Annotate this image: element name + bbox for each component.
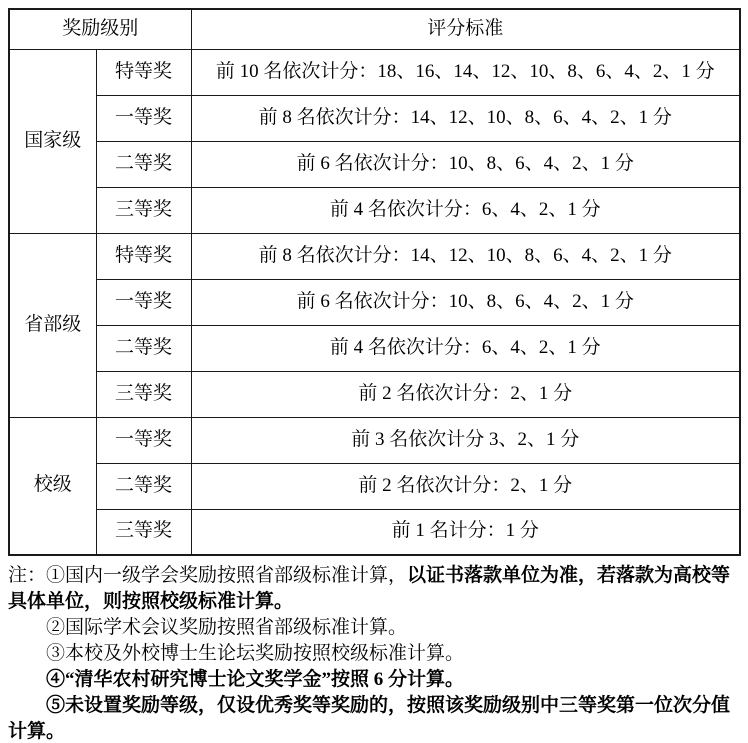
note-2 (8, 615, 740, 641)
note-label: 注： (8, 565, 47, 586)
note-5-marker: ⑤ (46, 695, 66, 716)
level-cell-school: 校级 (9, 417, 96, 555)
sub-level-cell: 特等奖 (96, 233, 191, 279)
level-cell-national: 国家级 (9, 49, 96, 233)
table-row (9, 187, 740, 233)
table-row (9, 325, 740, 371)
standard-cell: 前 2 名依次计分：2、1 分 (191, 463, 740, 509)
sub-level-cell: 二等奖 (96, 141, 191, 187)
table-header-row (9, 9, 740, 49)
sub-level-cell: 二等奖 (96, 463, 191, 509)
note-5-text: 未设置奖励等级，仅设优秀奖等奖励的，按照该奖励级别中三等奖第一位次分值计算。 (8, 695, 731, 742)
header-scoring-standard: 评分标准 (191, 9, 740, 49)
standard-cell: 前 3 名依次计分 3、2、1 分 (191, 417, 740, 463)
note-3 (8, 641, 740, 667)
table-row (9, 233, 740, 279)
level-cell-provincial: 省部级 (9, 233, 96, 417)
sub-level-cell: 一等奖 (96, 279, 191, 325)
sub-level-cell: 一等奖 (96, 95, 191, 141)
sub-level-cell: 三等奖 (96, 187, 191, 233)
note-2-text: 国际学术会议奖励按照省部级标准计算。 (65, 617, 408, 638)
table-row (9, 463, 740, 509)
table-row (9, 141, 740, 187)
notes-section (8, 563, 740, 743)
header-award-level: 奖励级别 (9, 9, 191, 49)
table-row (9, 509, 740, 555)
standard-cell: 前 1 名计分：1 分 (191, 509, 740, 555)
note-4-text: “清华农村研究博士论文奖学金”按照 6 分计算。 (65, 669, 465, 690)
table-row (9, 417, 740, 463)
note-1-bold-text: 以证书落款单位为准，若落款为高校等具体单位，则按照校级标准计算。 (8, 565, 731, 612)
sub-level-cell: 三等奖 (96, 371, 191, 417)
standard-cell: 前 2 名依次计分：2、1 分 (191, 371, 740, 417)
note-1 (8, 563, 740, 615)
sub-level-cell: 三等奖 (96, 509, 191, 555)
standard-cell: 前 10 名依次计分：18、16、14、12、10、8、6、4、2、1 分 (191, 49, 740, 95)
sub-level-cell: 特等奖 (96, 49, 191, 95)
note-3-text: 本校及外校博士生论坛奖励按照校级标准计算。 (65, 643, 465, 664)
standard-cell: 前 8 名依次计分：14、12、10、8、6、4、2、1 分 (191, 95, 740, 141)
note-3-marker: ③ (46, 643, 66, 664)
note-1-marker: ① (46, 565, 66, 586)
note-4 (8, 667, 740, 693)
table-row (9, 95, 740, 141)
sub-level-cell: 二等奖 (96, 325, 191, 371)
table-row (9, 49, 740, 95)
standard-cell: 前 6 名依次计分：10、8、6、4、2、1 分 (191, 141, 740, 187)
standard-cell: 前 4 名依次计分：6、4、2、1 分 (191, 325, 740, 371)
note-4-marker: ④ (46, 669, 66, 690)
note-2-marker: ② (46, 617, 66, 638)
standard-cell: 前 4 名依次计分：6、4、2、1 分 (191, 187, 740, 233)
sub-level-cell: 一等奖 (96, 417, 191, 463)
table-row (9, 279, 740, 325)
note-1-text: 国内一级学会奖励按照省部级标准计算， (65, 565, 408, 586)
note-5 (8, 693, 740, 743)
standard-cell: 前 8 名依次计分：14、12、10、8、6、4、2、1 分 (191, 233, 740, 279)
award-score-table (8, 8, 741, 556)
standard-cell: 前 6 名依次计分：10、8、6、4、2、1 分 (191, 279, 740, 325)
table-row (9, 371, 740, 417)
